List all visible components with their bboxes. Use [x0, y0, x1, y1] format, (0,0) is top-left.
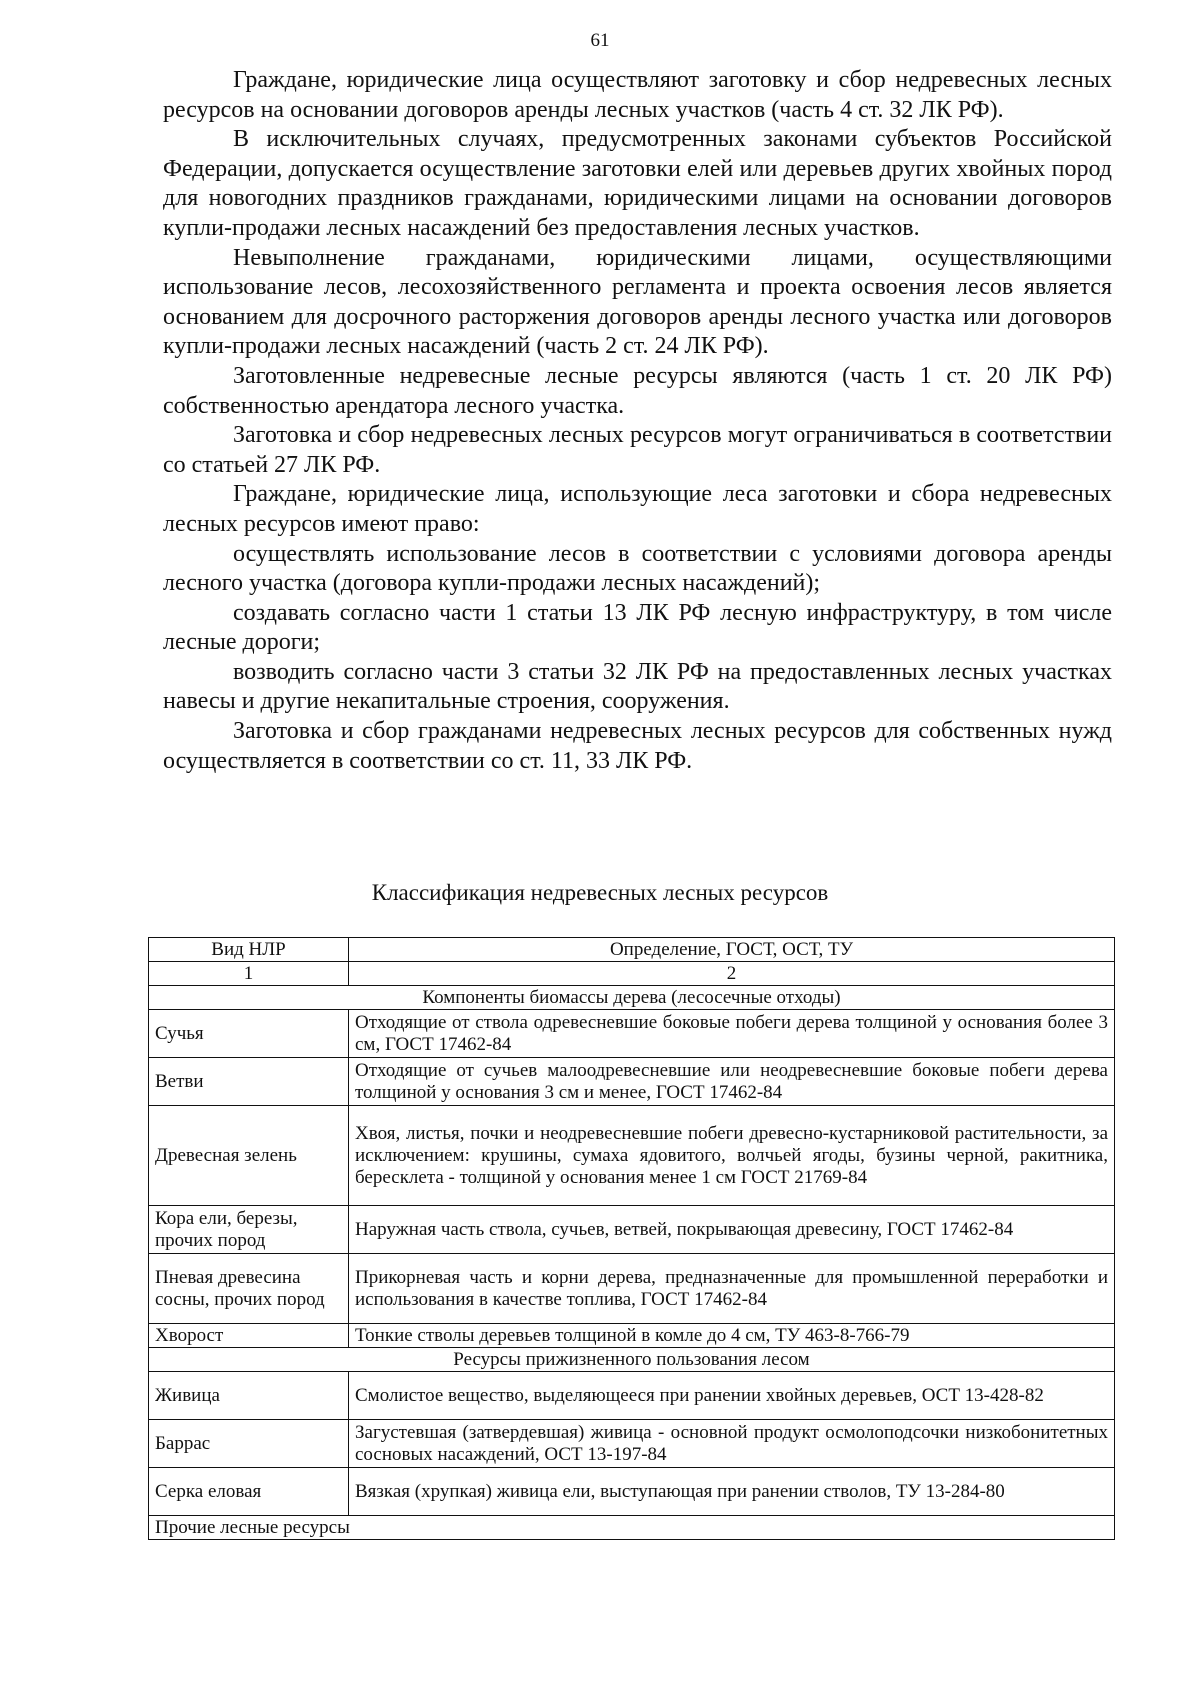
- section-title: Ресурсы прижизненного пользования лесом: [149, 1348, 1115, 1372]
- paragraph: Невыполнение гражданами, юридическими лицами, осуществляющими использование лесов, лесохозяйственного регламента и проекта освоения лесов является основанием для досрочного расторжения договоров аренды лесного участка или договоров купли-продажи лесных насаждений (часть 2 ст. 24 ЛК РФ).: [163, 244, 1112, 360]
- column-number: 1: [149, 962, 349, 986]
- paragraph: возводить согласно части 3 статьи 32 ЛК РФ на предоставленных лесных участках навесы и другие некапитальные строения, сооружения.: [163, 658, 1112, 715]
- table-row: [149, 1372, 1115, 1420]
- resource-definition: Отходящие от ствола одревесневшие боковые побеги дерева толщиной у основания более 3 см, ГОСТ 17462-84: [349, 1010, 1115, 1058]
- resource-type: Ветви: [149, 1058, 349, 1106]
- paragraph: Заготовленные недревесные лесные ресурсы являются (часть 1 ст. 20 ЛК РФ) собственностью арендатора лесного участка.: [163, 362, 1112, 419]
- resource-type: Баррас: [149, 1420, 349, 1468]
- table-row: [149, 1058, 1115, 1106]
- resource-type: Древесная зелень: [149, 1106, 349, 1206]
- column-number: 2: [349, 962, 1115, 986]
- table-row: [149, 1106, 1115, 1206]
- table-title: Классификация недревесных лесных ресурсов: [371, 880, 829, 905]
- resource-definition: Вязкая (хрупкая) живица ели, выступающая при ранении стволов, ТУ 13-284-80: [349, 1468, 1115, 1516]
- resource-definition: Прикорневая часть и корни дерева, предназначенные для промышленной переработки и использования в качестве топлива, ГОСТ 17462-84: [349, 1254, 1115, 1324]
- resource-definition: Тонкие стволы деревьев толщиной в комле до 4 см, ТУ 463-8-766-79: [349, 1324, 1115, 1348]
- section-title: Прочие лесные ресурсы: [149, 1516, 1115, 1540]
- section-row: [149, 1516, 1115, 1540]
- paragraph: осуществлять использование лесов в соответствии с условиями договора аренды лесного участка (договора купли-продажи лесных насаждений);: [163, 540, 1112, 597]
- page-number: 61: [590, 30, 610, 51]
- section-row: [149, 1348, 1115, 1372]
- resource-type: Сучья: [149, 1010, 349, 1058]
- column-number-row: [149, 962, 1115, 986]
- table-row: [149, 1010, 1115, 1058]
- section-title: Компоненты биомассы дерева (лесосечные отходы): [149, 986, 1115, 1010]
- resource-definition: Смолистое вещество, выделяющееся при ранении хвойных деревьев, ОСТ 13-428-82: [349, 1372, 1115, 1420]
- paragraph: Заготовка и сбор гражданами недревесных лесных ресурсов для собственных нужд осуществляется в соответствии со ст. 11, 33 ЛК РФ.: [163, 718, 1112, 774]
- paragraph: Граждане, юридические лица осуществляют заготовку и сбор недревесных лесных ресурсов на основании договоров аренды лесных участков (часть 4 ст. 32 ЛК РФ).: [163, 67, 1112, 123]
- classification-table: [148, 937, 1115, 1540]
- resource-definition: Загустевшая (затвердевшая) живица - основной продукт осмолоподсочки низкобонитетных сосновых насаждений, ОСТ 13-197-84: [349, 1420, 1115, 1468]
- paragraph: В исключительных случаях, предусмотренных законами субъектов Российской Федерации, допускается осуществление заготовки елей или деревьев других хвойных пород для новогодних праздников гражданами, юридическими лицами на основании договоров купли-продажи лесных насаждений без предоставления лесных участков.: [163, 126, 1112, 241]
- paragraph: Заготовка и сбор недревесных лесных ресурсов могут ограничиваться в соответствии со статьей 27 ЛК РФ.: [163, 422, 1112, 478]
- resource-type: Пневая древесина сосны, прочих пород: [149, 1254, 349, 1324]
- table-row: [149, 1324, 1115, 1348]
- paragraph: Граждане, юридические лица, использующие леса заготовки и сбора недревесных лесных ресурсов имеют право:: [163, 481, 1112, 537]
- header-type: Вид НЛР: [149, 938, 349, 962]
- table-row: [149, 1206, 1115, 1254]
- table-row: [149, 1254, 1115, 1324]
- section-row: [149, 986, 1115, 1010]
- body-text: [163, 66, 1112, 776]
- resource-type: Кора ели, березы, прочих пород: [149, 1206, 349, 1254]
- resource-definition: Наружная часть ствола, сучьев, ветвей, покрывающая древесину, ГОСТ 17462-84: [349, 1206, 1115, 1254]
- table-row: [149, 1420, 1115, 1468]
- resource-type: Хворост: [149, 1324, 349, 1348]
- table-row: [149, 1468, 1115, 1516]
- resource-type: Живица: [149, 1372, 349, 1420]
- header-row: [149, 938, 1115, 962]
- resource-definition: Хвоя, листья, почки и неодревесневшие побеги древесно-кустарниковой растительности, за исключением: крушины, сумаха ядовитого, волчьей ягоды, бузины черной, ракитника, бересклета - толщиной у основания менее 1 см ГОСТ 21769-84: [349, 1106, 1115, 1206]
- resource-type: Серка еловая: [149, 1468, 349, 1516]
- resource-definition: Отходящие от сучьев малоодревесневшие или неодревесневшие боковые побеги дерева толщиной у основания 3 см и менее, ГОСТ 17462-84: [349, 1058, 1115, 1106]
- header-definition: Определение, ГОСТ, ОСТ, ТУ: [349, 938, 1115, 962]
- paragraph: создавать согласно части 1 статьи 13 ЛК РФ лесную инфраструктуру, в том числе лесные дороги;: [163, 599, 1112, 656]
